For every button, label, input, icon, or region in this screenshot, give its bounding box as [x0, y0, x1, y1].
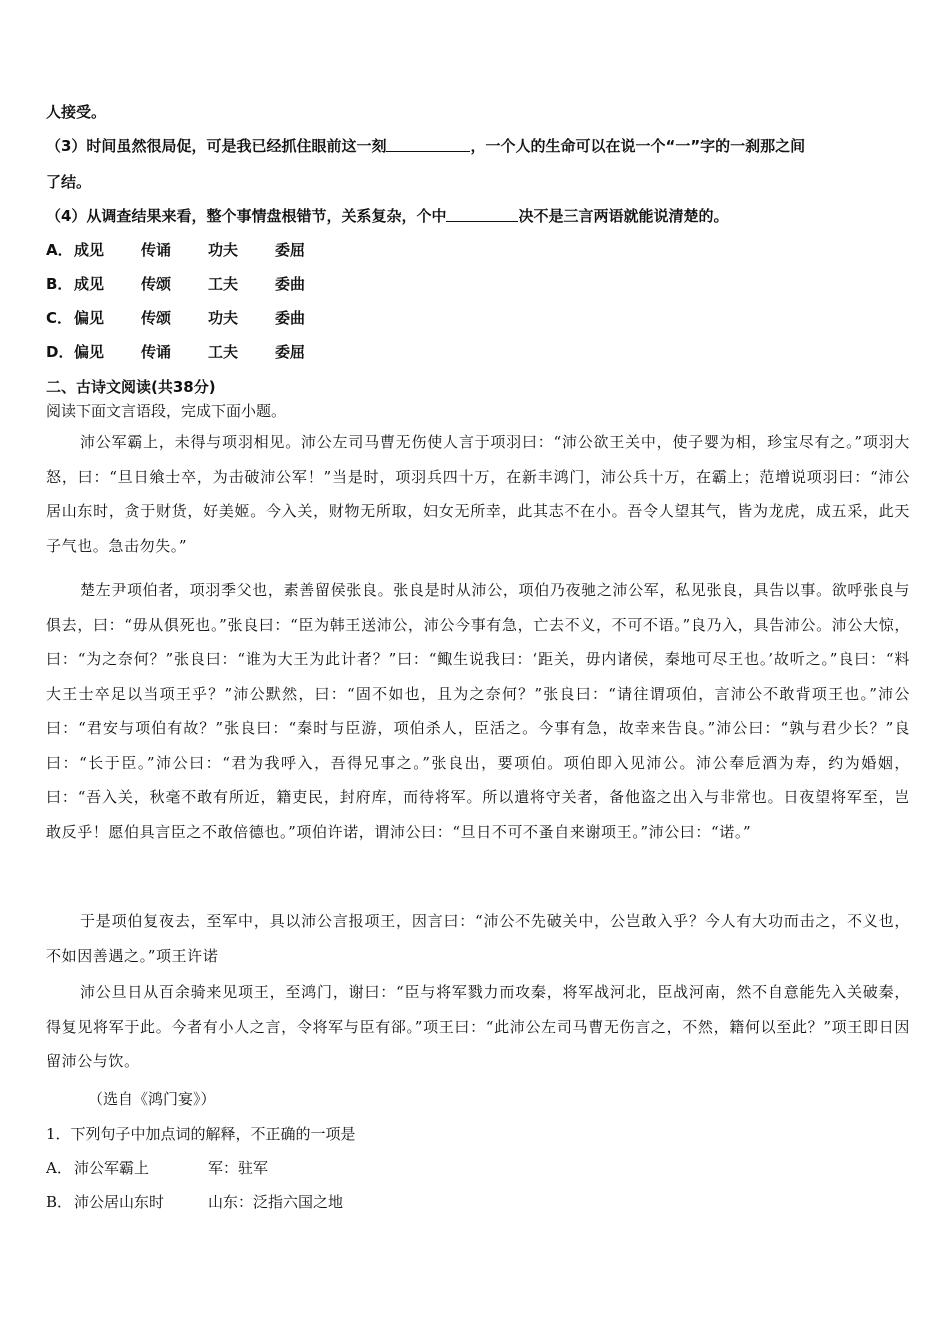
option-word: 传颂 — [141, 309, 172, 327]
question-4-post: 决不是三言两语就能说清楚的。 — [518, 207, 729, 225]
option-word: 传诵 — [141, 343, 172, 361]
question-3-post: ，一个人的生命可以在说一个“一”字的一刹那之间 — [470, 137, 806, 155]
passage-paragraph-1: 沛公军霸上，未得与项羽相见。沛公左司马曹无伤使人言于项羽曰：“沛公欲王关中，使子婴为相，珍宝尽有之。”项羽大怒，曰：“旦日飨士卒，为击破沛公军！”当是时，项羽兵四十万，在新丰鸿门，沛公兵十万，在霸上；范增说项羽曰：“沛公居山东时，贪于财货，好美姬。今入关，财物无所取，妇女无所幸，此其志不在小。吾令人望其气，皆为龙虎，成五采，此天子气也。急击勿失。” — [46, 433, 910, 555]
option-word: 偏见 — [74, 343, 105, 361]
passage-source: （选自《鸿门宴》） — [88, 1090, 216, 1108]
passage-paragraph-3: 于是项伯复夜去，至军中，具以沛公言报项王，因言曰：“沛公不先破关中，公岂敢入乎？今人有大功而击之，不义也，不如因善遇之。”项王许诺 — [46, 912, 910, 965]
answer-blank — [386, 137, 470, 152]
option-note: 军：驻军 — [208, 1159, 269, 1177]
question-1-stem: 1．下列句子中加点词的解释，不正确的一项是 — [46, 1125, 356, 1143]
option-c — [46, 308, 305, 328]
option-label: D． — [46, 343, 74, 361]
option-d — [46, 342, 305, 362]
option-word: 功夫 — [208, 309, 239, 327]
option-word: 成见 — [74, 241, 105, 259]
option-word: 传诵 — [141, 241, 172, 259]
option-word: 委屈 — [275, 343, 306, 361]
option-word: 传颂 — [141, 275, 172, 293]
question-1-option-a — [46, 1158, 268, 1178]
option-word: 委曲 — [275, 309, 306, 327]
option-label: B． — [46, 1193, 73, 1211]
option-a — [46, 240, 305, 260]
option-word: 委曲 — [275, 275, 306, 293]
answer-blank — [446, 207, 518, 222]
question-4 — [46, 206, 728, 226]
option-label: A． — [46, 1159, 72, 1177]
option-word: 工夫 — [208, 343, 239, 361]
option-word: 工夫 — [208, 275, 239, 293]
section-instruction: 阅读下面文言语段，完成下面小题。 — [46, 402, 287, 420]
passage-paragraph-4: 沛公旦日从百余骑来见项王，至鸿门，谢曰：“臣与将军戮力而攻秦，将军战河北，臣战河南，然不自意能先入关破秦，得复见将军于此。今者有小人之言，令将军与臣有郤。”项王曰：“此沛公左司马曹无伤言之，不然，籍何以至此？”项王即日因留沛公与饮。 — [46, 983, 910, 1070]
option-text: 沛公军霸上 — [74, 1159, 150, 1177]
option-b — [46, 274, 305, 294]
option-word: 偏见 — [74, 309, 105, 327]
question-1-option-b — [46, 1192, 343, 1212]
option-word: 功夫 — [208, 241, 239, 259]
option-text: 沛公居山东时 — [74, 1193, 165, 1211]
question-3-pre: （3）时间虽然很局促，可是我已经抓住眼前这一刻 — [46, 137, 387, 155]
option-label: A． — [46, 241, 73, 259]
option-note: 山东：泛指六国之地 — [208, 1193, 344, 1211]
option-word: 成见 — [74, 275, 105, 293]
section-heading: 二、古诗文阅读(共38分) — [46, 378, 216, 396]
passage-paragraph-2: 楚左尹项伯者，项羽季父也，素善留侯张良。张良是时从沛公，项伯乃夜驰之沛公军，私见张良，具告以事。欲呼张良与俱去，曰：“毋从俱死也。”张良曰：“臣为韩王送沛公，沛公今事有急，亡去不义，不可不语。”良乃入，具告沛公。沛公大惊，曰：“为之奈何？”张良曰：“谁为大王为此计者？”曰：“鲰生说我曰：‘距关，毋内诸侯，秦地可尽王也。’故听之。”良曰：“料大王士卒足以当项王乎？”沛公默然，曰：“固不如也，且为之奈何？”张良曰：“请往谓项伯，言沛公不敢背项王也。”沛公曰：“君安与项伯有故？”张良曰：“秦时与臣游，项伯杀人，臣活之。今事有急，故幸来告良。”沛公曰：“孰与君少长？”良曰：“长于臣。”沛公曰：“君为我呼入，吾得兄事之。”张良出，要项伯。项伯即入见沛公。沛公奉卮酒为寿，约为婚姻，曰：“吾入关，秋毫不敢有所近，籍吏民，封府库，而待将军。所以遣将守关者，备他盗之出入与非常也。日夜望将军至，岂敢反乎！愿伯具言臣之不敢倍德也。”项伯许诺，谓沛公曰：“旦日不可不蚤自来谢项王。”沛公曰：“诺。” — [46, 581, 910, 841]
text-line: 人接受。 — [46, 103, 107, 121]
question-3-cont: 了结。 — [46, 173, 92, 191]
option-label: B． — [46, 275, 73, 293]
option-word: 委屈 — [275, 241, 306, 259]
option-label: C． — [46, 309, 73, 327]
question-4-pre: （4）从调查结果来看，整个事情盘根错节，关系复杂，个中 — [46, 207, 447, 225]
question-3 — [46, 136, 805, 156]
